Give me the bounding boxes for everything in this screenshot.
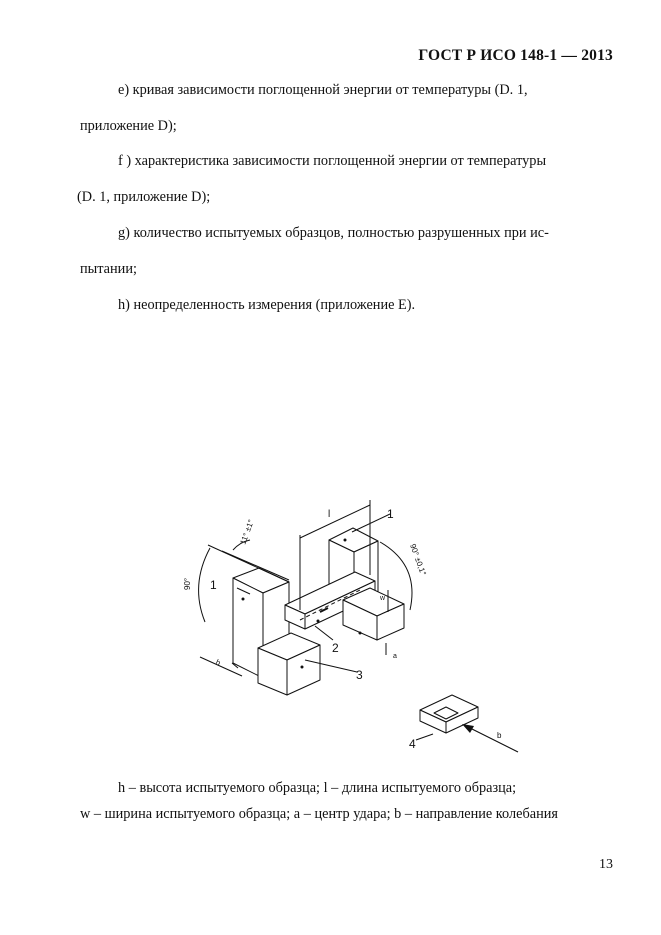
label-3: 3 (356, 668, 363, 682)
label-angle-90-right: 90° ±0,1° (408, 542, 428, 577)
label-b: b (497, 731, 502, 740)
text-line-e: е) кривая зависимости поглощенной энергии от температуры (D. 1, (118, 82, 528, 98)
text-line-f: f ) характеристика зависимости поглощенной энергии от температуры (118, 153, 547, 169)
label-angle-11: 11° ±1° (238, 518, 256, 546)
document-header: ГОСТ Р ИСО 148-1 — 2013 (418, 47, 613, 64)
label-a: a (393, 653, 397, 660)
notched-specimen-detail (416, 695, 478, 740)
label-1-right: 1 (387, 507, 394, 521)
label-l: l (328, 509, 331, 520)
label-h: h (214, 657, 222, 668)
right-lower-support (343, 588, 404, 640)
caption-line-2: w – ширина испытуемого образца; а – центр удара; b – направление колебания (80, 806, 558, 822)
text-line-g-cont: пытании; (80, 261, 137, 277)
label-w: w (380, 595, 386, 602)
label-2: 2 (332, 641, 339, 655)
caption-line-1: h – высота испытуемого образца; l – длина испытуемого образца; (118, 780, 517, 796)
label-4: 4 (409, 737, 416, 751)
text-line-f-cont: (D. 1, приложение D); (77, 189, 211, 205)
direction-arrow-head (462, 724, 474, 733)
text-line-h: h) неопределенность измерения (приложение Е). (118, 297, 416, 313)
text-line-e-cont: приложение D); (80, 118, 177, 134)
page-number: 13 (599, 857, 613, 872)
label-angle-90-left: 90° (183, 577, 192, 590)
label-1-left: 1 (210, 578, 217, 592)
text-line-g: g) количество испытуемых образцов, полностью разрушенных при ис- (118, 225, 549, 241)
